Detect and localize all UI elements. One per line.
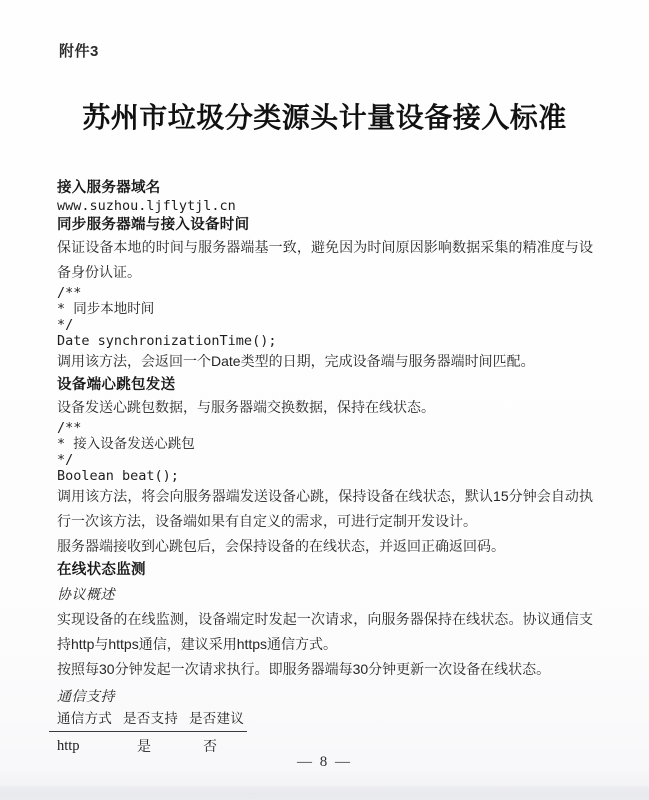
table-cell: http [57,738,80,754]
protocol-description-2: 按照每30分钟发起一次请求执行。即服务器端每30分钟更新一次设备在线状态。 [57,661,551,677]
attachment-label: 附件3 [59,43,99,60]
table-header-rule [49,731,247,732]
time-sync-code-block [57,285,593,349]
time-sync-description: 保证设备本地的时间与服务器端基一致，避免因为时间原因影响数据采集的精准度与设备身份认证。 [57,239,593,280]
table-header-cell: 是否支持 [123,711,179,726]
code-line: Date synchronizationTime(); [57,333,277,349]
heading-online-status: 在线状态监测 [57,562,146,578]
table-cell: 否 [203,738,217,754]
server-domain-url: www.suzhou.ljflytjl.cn [57,198,236,214]
subheading-protocol-overview: 协议概述 [57,586,115,602]
comm-support-table [57,709,593,757]
heading-heartbeat: 设备端心跳包发送 [57,377,176,393]
table-header-cell: 通信方式 [57,711,113,726]
code-line: */ [57,452,74,468]
subheading-comm-support: 通信支持 [57,688,115,704]
table-cell: 是 [137,738,151,754]
scan-bottom-edge [0,786,649,800]
code-line: /** [57,285,82,301]
document-title: 苏州市垃圾分类源头计量设备接入标准 [82,103,567,134]
heading-time-sync: 同步服务器端与接入设备时间 [57,217,250,233]
table-header-row [57,709,593,728]
heartbeat-description: 设备发送心跳包数据，与服务器端交换数据，保持在线状态。 [57,399,435,415]
heartbeat-note-2: 服务器端接收到心跳包后，会保持设备的在线状态，并返回正确返回码。 [57,538,505,554]
code-line: */ [57,317,74,333]
code-line: Boolean beat(); [57,468,179,484]
document-body [57,177,593,757]
protocol-description-1: 实现设备的在线监测，设备端定时发起一次请求，向服务器保持在线状态。协议通信支持http与https通信，建议采用https通信方式。 [57,611,593,652]
heading-server-domain: 接入服务器域名 [57,180,161,196]
heartbeat-code-block [57,420,593,484]
page-number: — 8 — [297,754,352,770]
code-line: * 接入设备发送心跳包 [57,436,195,452]
heartbeat-note-1: 调用该方法，将会向服务器端发送设备心跳，保持设备在线状态，默认15分钟会自动执行一次该方法，设备端如果有自定义的需求，可进行定制开发设计。 [57,488,593,529]
table-header-cell: 是否建议 [189,711,245,726]
time-sync-note: 调用该方法，会返回一个Date类型的日期，完成设备端与服务器端时间匹配。 [57,353,535,369]
code-line: /** [57,420,82,436]
code-line: * 同步本地时间 [57,301,155,317]
